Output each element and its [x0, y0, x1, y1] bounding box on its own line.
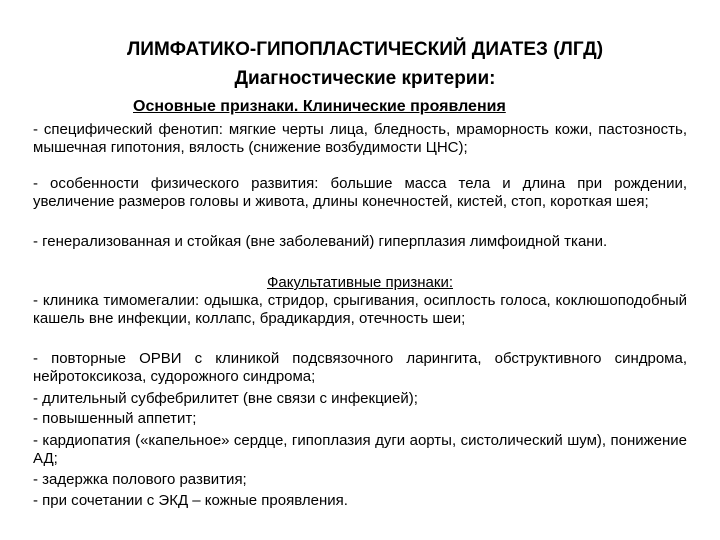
- slide-title: ЛИМФАТИКО-ГИПОПЛАСТИЧЕСКИЙ ДИАТЕЗ (ЛГД): [126, 39, 604, 60]
- main-item-physical-development: - особенности физического развития: большие масса тела и длина при рождении, увеличение размеров головы и живота, длины конечностей, кистей, стоп, короткая шея;: [33, 175, 687, 210]
- optional-item-cardiopathy: - кардиопатия («капельное» сердце, гипоплазия дуги аорты, систолический шум), понижение АД;: [33, 432, 687, 467]
- main-item-phenotype: - специфический фенотип: мягкие черты лица, бледность, мраморность кожи, пастозность, мышечная гипотония, вялость (снижение возбудимости ЦНС);: [33, 121, 687, 156]
- slide-subtitle: Диагностические критерии:: [234, 68, 496, 89]
- optional-item-appetite: - повышенный аппетит;: [33, 410, 197, 427]
- optional-item-skin: - при сочетании с ЭКД – кожные проявления.: [33, 492, 348, 509]
- optional-item-recurrent-arvi: - повторные ОРВИ с клиникой подсвязочного ларингита, обструктивного синдрома, нейротоксикоза, судорожного синдрома;: [33, 350, 687, 385]
- main-signs-heading: Основные признаки. Клинические проявления: [133, 98, 506, 115]
- optional-item-thymomegaly: - клиника тимомегалии: одышка, стридор, срыгивания, осиплость голоса, коклюшоподобный кашель вне инфекции, коллапс, брадикардия, отечность шеи;: [33, 292, 687, 327]
- optional-item-subfebrile: - длительный субфебрилитет (вне связи с инфекцией);: [33, 390, 418, 407]
- optional-signs-heading: Факультативные признаки:: [266, 274, 453, 291]
- main-item-lymphoid-hyperplasia: - генерализованная и стойкая (вне заболеваний) гиперплазия лимфоидной ткани.: [33, 233, 608, 250]
- optional-item-puberty-delay: - задержка полового развития;: [33, 471, 247, 488]
